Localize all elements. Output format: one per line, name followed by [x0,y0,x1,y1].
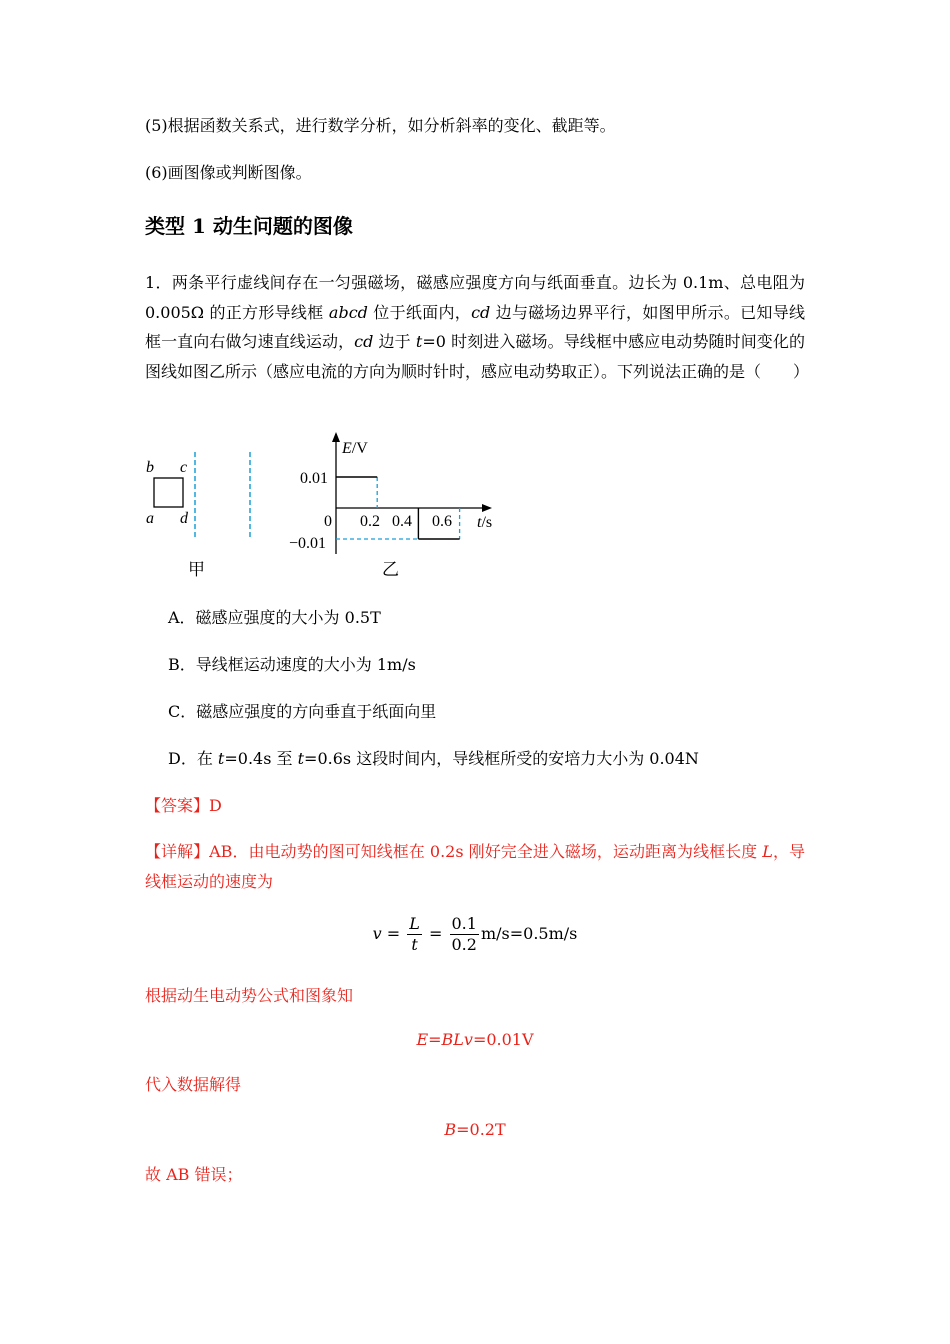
step-5-text: (5)根据函数关系式，进行数学分析，如分析斜率的变化、截距等。 [145,116,616,135]
equation-emf: E=BLv=0.01V [416,1030,534,1049]
explanation-tag: 【详解】 [145,842,210,861]
label-a: a [146,510,154,527]
answer-tag: 【答案】 [145,796,210,815]
question-number: 1． [145,273,172,292]
answer-value: D [209,796,222,815]
option-a: A．磁感应强度的大小为 0.5T [168,608,381,627]
explanation-paragraph: 【详解】AB．由电动势的图可知线框在 0.2s 刚好完全进入磁场，运动距离为线框长度 L，导线框运动的速度为 [145,842,805,891]
tick-label-neg: −0.01 [289,535,327,552]
equation-b: B=0.2T [444,1120,506,1139]
equation-velocity: v = $\frac{L}{t}$ = $\frac{0.1}{0.2}$ m/s=0.5m/s [372,914,578,954]
origin-label: 0 [324,513,332,530]
explanation-text-3: 根据动生电动势公式和图象知 [145,986,354,1005]
x-axis-arrow-icon [482,504,492,512]
fraction-values: $\frac{0.1}{0.2}$ [451,914,477,954]
label-b: b [146,459,154,476]
question-figure [130,430,510,590]
explanation-text-5: 故 AB 错误； [145,1165,243,1184]
option-b: B．导线框运动速度的大小为 1m/s [168,655,416,674]
step-6-text: (6)画图像或判断图像。 [145,163,312,182]
tick-label-0-4: 0.4 [392,513,412,530]
answer-line [145,796,222,816]
question-1: 1．两条平行虚线间存在一匀强磁场，磁感应强度方向与纸面垂直。边长为 0.1m、总电阻为 0.005Ω 的正方形导线框 abcd 位于纸面内，cd 边与磁场边界平行，如图甲所示。已知导线框一直向右做匀速直线运动，cd 边于 t=0 时刻进入磁场。导线框中感应电动势随时间变化的图线如图乙所示（感应电流的方向为顺时针时，感应电动势取正）。下列说法正确的是（ ） [145,273,810,381]
tick-label-0-6: 0.6 [432,513,452,530]
fraction-l-over-t: $\frac{L}{t}$ [409,914,420,954]
y-axis-arrow-icon [332,432,340,442]
figure-jia [146,452,250,580]
x-axis-label: t/s [477,514,493,531]
label-c: c [180,459,188,476]
figure-yi-chart [289,432,492,580]
section-heading: 类型 1 动生问题的图像 [145,214,353,238]
square-frame-abcd [154,478,183,507]
label-d: d [180,510,188,527]
caption-jia: 甲 [188,560,205,580]
option-d: D．在 t=0.4s 至 t=0.6s 这段时间内，导线框所受的安培力大小为 0.04N [168,749,699,768]
caption-yi: 乙 [382,560,399,580]
tick-label-pos: 0.01 [300,470,328,487]
explanation-text-4: 代入数据解得 [145,1075,242,1094]
y-axis-label: E/V [342,440,368,457]
option-c: C．磁感应强度的方向垂直于纸面向里 [168,702,437,721]
tick-label-0-2: 0.2 [360,513,380,530]
